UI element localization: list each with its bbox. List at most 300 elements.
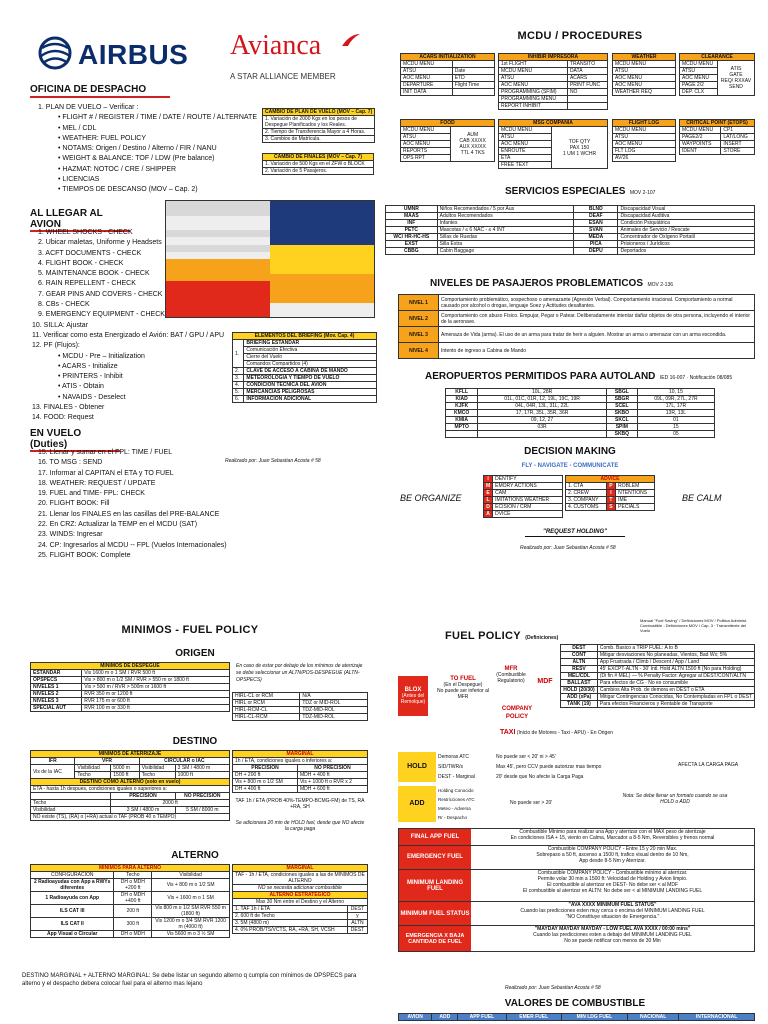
- list-item: 19. FUEL and TIME- FPL: CHECK: [38, 490, 145, 498]
- table-header: MINIMOS PARA ALTERNO: [31, 865, 230, 872]
- table-cell: 2. Variación de 5 Pasajeros.: [263, 168, 374, 175]
- table-cell: Vis de la IAC: [31, 765, 75, 779]
- table-cell: Comunicación Efectiva: [244, 347, 377, 354]
- table-row: [561, 673, 755, 680]
- table-cell: OPS RPT: [401, 155, 451, 162]
- valores-table: [398, 1013, 755, 1021]
- cambio-finales-table: [262, 153, 374, 175]
- autoland-body: [446, 389, 715, 438]
- table-cell: HIRL-CL-RCM: [233, 714, 300, 721]
- table-header: CAMBIO DE PLAN DE VUELO (MOV – Cap. 7): [263, 109, 375, 116]
- table-cell: PRINT FUNC: [567, 82, 607, 89]
- service-desc: Prisioneros / Jurídicos: [618, 241, 755, 248]
- service-desc: Animales de Servicio / Rescate: [618, 227, 755, 234]
- table-cell: HIRL or RCM: [233, 700, 300, 707]
- table-cell: PAGE2/2: [680, 134, 721, 141]
- autoland-table: [445, 388, 715, 438]
- table-cell: MCDU MENU: [401, 61, 453, 68]
- airport-code: [446, 431, 478, 438]
- table-header: EMER FUEL: [506, 1014, 561, 1021]
- emergency-low-fuel: [398, 926, 755, 952]
- level-desc: Intento de ingreso a Cabina de Mando: [439, 343, 755, 359]
- table-cell: BRIEFING ESTANDAR: [244, 340, 377, 347]
- fuel-item: HOLD (20/30): [561, 687, 598, 694]
- table-row: [399, 327, 755, 343]
- autoland-title: AEROPUERTOS PERMITIDOS PARA AUTOLAND: [425, 371, 656, 382]
- table-cell: PROGRAMMING (SFIM): [499, 89, 568, 96]
- table-cell: 1. Variación de 500 Kgs en el ZFW o BLOCK: [263, 161, 374, 168]
- table-cell: y: [347, 913, 367, 920]
- table-cell: MCDU MENU: [499, 68, 568, 75]
- table-row: [561, 701, 755, 708]
- decision-letter: I: [484, 476, 493, 483]
- minstatus-text: [471, 902, 754, 925]
- mcdu-box: [400, 53, 495, 96]
- table-cell: TDZ-MID-ROL: [300, 714, 368, 721]
- table-cell: 6.: [233, 396, 244, 403]
- llegar-title: AL LLEGAR AL AVION: [30, 208, 130, 232]
- table-cell: Techo: [114, 872, 152, 879]
- table-cell: [452, 61, 494, 68]
- minlanding-line: Combustible COMPANY POLICY - Combustible mínimo al aterrizar.: [537, 870, 688, 876]
- decision-word: IMITATIONS WEATHER: [493, 497, 563, 504]
- table-cell: Vis 5600 m o 3 ½ SM: [152, 931, 230, 938]
- table-cell: NO: [567, 89, 607, 96]
- table-row: [561, 645, 755, 652]
- table-cell: Vis + 800 m o 1/2 SM: [233, 779, 298, 786]
- decision-word: ECISION / CRM: [493, 504, 563, 511]
- table-cell: WEATHER REQ: [613, 89, 676, 96]
- fuel-desc: App Frustrada / Climb / Descent / App / Land: [597, 659, 754, 666]
- table-cell: ATSU: [613, 134, 676, 141]
- table-cell: ILS CAT II: [31, 918, 114, 931]
- codes-grid: [165, 200, 375, 318]
- table-cell: WAYPOINTS: [680, 141, 721, 148]
- service-desc: Condición Psiquiátrica: [618, 220, 755, 227]
- list-item: 1. PLAN DE VUELO – Verificar :: [38, 104, 139, 111]
- mcdu-box: [612, 53, 676, 96]
- table-cell: Visibilidad: [75, 765, 111, 772]
- table-row: [561, 694, 755, 701]
- cell-line: PAX 150: [569, 144, 590, 151]
- grid-cell: [270, 266, 374, 273]
- min-fuel-status: [398, 902, 755, 926]
- runways: 09L, 09R, 27L, 27R: [637, 396, 714, 403]
- runways: 09, 12, 27: [478, 417, 607, 424]
- servicios-title: SERVICIOS ESPECIALES: [505, 186, 626, 197]
- list-item: • NOTAMS: Origen / Destino / Alterno / FIR / NANU: [58, 145, 217, 153]
- airbus-wordmark: AIRBUS: [78, 39, 189, 70]
- table-cell: TDZ-MID-ROL: [300, 707, 368, 714]
- taxi-note: (Inicio de Motores - Taxi - APU) - En Origen: [516, 730, 613, 736]
- table-header: FOOD: [401, 120, 495, 127]
- grid-cell: [166, 237, 270, 244]
- grid-cell: [166, 245, 270, 252]
- table-row: [386, 220, 755, 227]
- table-row: [399, 343, 755, 359]
- minstatus-line: "NO Constituye situacion de Emergencia.": [565, 914, 660, 920]
- minlanding-line: El combustible al aterrizar en ALTN: No debe ser < al MINIMUM LANDING FUEL: [522, 888, 703, 894]
- list-item: • FLIGHT # / REGISTER / TIME / DATE / ROUTE / ALTERNATE: [58, 114, 258, 122]
- table-cell: ENROUTE: [499, 148, 552, 155]
- add-label: ADD: [398, 786, 436, 822]
- table-cell: HIRL-RCM-CL: [233, 707, 300, 714]
- table-cell: 3 SM / 4800 m: [111, 807, 175, 814]
- table-cell: 1 Radioayuda con App: [31, 892, 114, 905]
- grid-cell: [166, 259, 270, 266]
- table-cell: HIRL-CL or RCM: [233, 693, 300, 700]
- table-cell: 1st FLIGHT: [499, 61, 568, 68]
- cambio-plan-table: [262, 108, 375, 143]
- table-cell: DH o MDH: [114, 931, 152, 938]
- table-row: [446, 396, 715, 403]
- table-cell: SPECIAL AUT: [31, 705, 82, 712]
- table-cell: Vis + 1600 m o 1 SM: [152, 892, 230, 905]
- niveles-header: [430, 273, 673, 291]
- tofuel-box: [432, 662, 494, 714]
- list-item: • LICENCIAS: [58, 176, 100, 184]
- list-item: 15. Llenar y sumar en el FPL: TIME / FUEL: [38, 449, 173, 456]
- advice-item: 3. COMPANY: [566, 497, 607, 504]
- level-label: NIVEL 1: [399, 295, 439, 311]
- decision-letter: L: [484, 497, 493, 504]
- table-cell: 5000 m: [111, 765, 139, 772]
- table-cell: NIVELES 2: [31, 691, 82, 698]
- fuel-item: ADD (xPa): [561, 694, 598, 701]
- advice-word: ROBLEM: [616, 483, 655, 490]
- minlanding-line: El combustible al aterrizar en DEST- No debe ser < al MDF: [546, 882, 679, 888]
- table-cell: 2000 ft: [111, 800, 230, 807]
- add-row: Restricciones ATC: [438, 797, 475, 802]
- decision-title: DECISION MAKING: [524, 446, 616, 457]
- service-code: DEPU: [574, 248, 618, 255]
- advice-table: [565, 475, 655, 511]
- table-row: [561, 659, 755, 666]
- table-cell: 3. Cambios de Matrícula.: [263, 136, 375, 143]
- table-cell: 1. Variación de 2000 Kgs en los pesos de Despegue Planificados y los Reales.: [263, 116, 375, 129]
- table-cell: 2.: [233, 368, 244, 375]
- table-cell: CIRCULAR o IAC: [139, 758, 229, 765]
- airport-code: KJFK: [446, 403, 478, 410]
- service-desc: Cabin Baggage: [437, 248, 574, 255]
- table-row: [566, 504, 655, 511]
- runways: 01L, 01C, 01R, 12, 19L, 19C, 19R: [478, 396, 607, 403]
- grid-cell: [270, 274, 374, 281]
- table-cell: REPORT INHIBIT: [499, 103, 568, 110]
- table-row: [386, 227, 755, 234]
- service-desc: Infantes: [437, 220, 574, 227]
- table-cell: INIT DATA: [401, 89, 453, 96]
- table-cell: DEPARTURE: [401, 82, 453, 89]
- table-cell: DH + 400 ft: [233, 786, 298, 793]
- airport-code: SPIM: [606, 424, 637, 431]
- level-label: NIVEL 4: [399, 343, 439, 359]
- table-cell: App Visual o Circular: [31, 931, 114, 938]
- level-label: NIVEL 3: [399, 327, 439, 343]
- decision-word: DENTIFY: [493, 476, 563, 483]
- list-item: • NAVAIDS - Deselect: [58, 393, 126, 401]
- list-item: 11. Verificar como esta Energizado el Avión: BAT / GPU / APU: [32, 331, 225, 339]
- table-cell: [567, 96, 607, 103]
- briefing-table: [232, 332, 377, 403]
- table-cell: CONFIGURACION: [31, 872, 114, 879]
- table-row: [561, 652, 755, 659]
- table-cell: ALTN: [347, 920, 367, 927]
- table-cell: DH o MDH +400 ft: [114, 892, 152, 905]
- table-cell: ATSU: [401, 134, 451, 141]
- advice-body: [566, 476, 655, 511]
- service-code: PETC: [386, 227, 438, 234]
- advice-letter: S: [606, 504, 616, 511]
- airport-code: SKCL: [606, 417, 637, 424]
- service-code: ESAN: [574, 220, 618, 227]
- table-cell: 5 SM / 8000 m: [175, 807, 229, 814]
- fuelpolicy-credit: Realizado por: Juan Sebastian Acosta # 58: [505, 985, 601, 991]
- table-cell: TDZ or MID-ROL: [300, 700, 368, 707]
- table-cell: ILS CAT III: [31, 905, 114, 918]
- envuelo-title: EN VUELO (Duties): [30, 428, 120, 452]
- list-item: 6. RAIN REPELLENT - CHECK: [38, 280, 136, 288]
- grid-cell: [166, 266, 270, 273]
- table-cell: 5.: [233, 389, 244, 396]
- table-header: CRITICAL POINT (ETOPS): [680, 120, 755, 127]
- list-item: 1. WHEEL SHOCKS - CHECK: [38, 229, 133, 236]
- fuel-desc: Para efectos Financieros y Rentable de Transporte: [597, 701, 754, 708]
- table-row: [386, 248, 755, 255]
- list-item: 18. WEATHER: REQUEST / UPDATE: [38, 479, 156, 487]
- list-item: 5. MAINTENANCE BOOK - CHECK: [38, 270, 150, 278]
- cell-line: 1 UM 1 WCHR: [563, 150, 597, 157]
- table-row: [484, 511, 563, 518]
- service-code: CBBG: [386, 248, 438, 255]
- airport-code: SCEL: [606, 403, 637, 410]
- fuelpolicy-note: Manual "Fuel Saving" / Definiciones MOV / Politica Administ. Combustible - Definiciones MOV / Cap. 3 · Transmitente del Vuelo: [640, 618, 748, 633]
- table-cell: Vis + 1000 ft o RVR x 2: [297, 779, 367, 786]
- advice-letter: P: [606, 483, 616, 490]
- list-item: • ATIS - Obtain: [58, 383, 104, 391]
- table-cell: MDH + 400 ft: [297, 772, 367, 779]
- valores-head: [399, 1014, 755, 1021]
- fuel-desc: Cambios Alta Prob. de demora en DEST o ETA: [597, 687, 754, 694]
- table-cell: ETD: [452, 75, 494, 82]
- grid-cell: [270, 259, 374, 266]
- list-item: • TIEMPOS DE DESCANSO (MOV – Cap. 2): [58, 186, 198, 194]
- table-cell: 1. TAF 1h / ETA: [233, 906, 348, 913]
- decision-credit: Realizado por: Juan Sebastian Acosta # 58: [520, 545, 616, 551]
- advice-word: NTENTIONS: [616, 490, 655, 497]
- alterno-footer: DESTINO MARGINAL + ALTERNO MARGINAL: Se debe listar un segundo alterno q cumpla con mínimos de OPSPECS para alterno y el despacho debera colocar fuel para el alterno mas lejano: [22, 973, 357, 987]
- table-cell: DEP. CLX: [680, 89, 718, 96]
- emergency-line: Sobrepaso a 50 ft, ascenso a 1500 ft, trafico visual dentro de 10 Nm,: [536, 852, 689, 858]
- grid-cell: [166, 274, 270, 281]
- table-cell: MERCANCIAS PELIGROSAS: [244, 389, 377, 396]
- list-item: • MEL / CDL: [58, 124, 97, 132]
- grid-cell: [270, 245, 374, 252]
- service-desc: Discapacidad Visual: [618, 206, 755, 213]
- mcdu-box: [498, 53, 608, 110]
- table-cell: Vis > 500 m / RVR > 500m or 1600 ft: [82, 684, 230, 691]
- table-cell: Date: [452, 68, 494, 75]
- hold-row: Demoras ATC: [438, 754, 470, 760]
- table-cell: DEST: [347, 927, 367, 934]
- despacho-list: [38, 103, 268, 196]
- hold-row: DEST - Marginal: [438, 774, 475, 780]
- emergency-label: EMERGENCY FUEL: [399, 846, 471, 869]
- level-desc: Comportamiento problemático, sospechoso o amenazante (Agresión Verbal). Comportamiento irracional. Comportamiento a normal causado por alcohol o drogas, lenguaje Soez y Actitudes desafiantes.: [439, 295, 755, 311]
- table-row: [386, 213, 755, 220]
- service-desc: Adultos Recomendados: [437, 213, 574, 220]
- runways: 04L, 04R, 13L, 31L, 22L: [478, 403, 607, 410]
- table-row: [484, 476, 563, 483]
- table-cell: 2. Tiempo de Transferencia Mayor a 4 Horas.: [263, 129, 375, 136]
- list-item: 17. Informar al CAPITAN el ETA y TO FUEL: [38, 469, 174, 477]
- airport-code: KFLL: [446, 389, 478, 396]
- emergcant-label: EMERGENCIA X BAJA CANTIDAD DE FUEL: [399, 926, 471, 951]
- advice-item: 4. CUSTOMS: [566, 504, 607, 511]
- list-item: 16. TO MSG : SEND: [38, 459, 103, 467]
- cell-line: AUM: [467, 132, 479, 138]
- table-header: MIN LDG FUEL: [561, 1014, 627, 1021]
- cell-line: TOF QTY: [568, 138, 591, 145]
- table-cell: NIVELES 1: [31, 684, 82, 691]
- service-code: SVAN: [574, 227, 618, 234]
- table-cell: DATA: [567, 68, 607, 75]
- hold-right: AFECTA LA CARGA PAGA: [678, 762, 739, 768]
- fuel-item: BALLAST: [561, 680, 598, 687]
- list-item: • HAZMAT: NOTOC / CRE / SHIPPER: [58, 165, 177, 173]
- list-item: 13. FINALES - Obtener: [32, 404, 105, 412]
- table-row: [566, 483, 655, 490]
- table-row: [446, 403, 715, 410]
- table-header: MARGINAL: [233, 751, 368, 758]
- niveles-body: [399, 295, 755, 359]
- service-desc: Sillas de Ruedas: [437, 234, 574, 241]
- table-cell: MCDU MENU: [680, 127, 721, 134]
- mcdu-title: MCDU / PROCEDURES: [517, 30, 643, 42]
- add-rows: [438, 786, 493, 822]
- table-header: AVION: [399, 1014, 432, 1021]
- table-cell: AOC MENU: [401, 141, 451, 148]
- table-row: [446, 431, 715, 438]
- niveles-title: NIVELES DE PASAJEROS PROBLEMATICOS: [430, 278, 643, 289]
- table-cell: STORE: [721, 148, 755, 155]
- table-cell: CONDICION TECNICA DEL AVION: [244, 382, 377, 389]
- niveles-sub: MOV 2-136: [647, 282, 674, 288]
- alterno-table: [30, 864, 230, 938]
- add-row: Holding Conocido: [438, 788, 474, 793]
- runways: [478, 431, 607, 438]
- table-cell: 2. 600 ft de Techo: [233, 913, 348, 920]
- table-cell: Cierre del Vuelo: [244, 354, 377, 361]
- table-cell: METEOROLOGIA Y TIEMPO DE VUELO: [244, 375, 377, 382]
- grid-cell: [166, 310, 270, 317]
- table-cell: 3. 5M (4800 m): [233, 920, 348, 927]
- servicios-sub: MOV 2-107: [629, 190, 656, 196]
- decision-word: CAM: [493, 490, 563, 497]
- fuel-desc: (Di fin # MEL) — % Penalty Factor: Agregar al DEST/CONT/ALTN: [597, 673, 754, 680]
- table-cell: RVR 175 m or 600 ft: [82, 698, 230, 705]
- list-item: • WEATHER: FUEL POLICY: [58, 134, 147, 142]
- table-cell: NO existe (TS), (RA) o (+RA) actual o TAF (PROB 40 o TEMPO): [31, 814, 230, 821]
- table-cell: Techo: [139, 772, 175, 779]
- table-cell: Vis > 800 m o 1/2 SM / RVR > 550 m or 1800 ft: [82, 677, 230, 684]
- table-cell: NO PRECISION: [175, 793, 229, 800]
- grid-cell: [166, 223, 270, 230]
- table-row: [446, 410, 715, 417]
- table-cell: Max 30 Nm entre el Destino y el Alterno: [233, 899, 368, 906]
- emergcant-line: Cuando las predicciones esten a debajo del MINIMUM LANDING FUEL: [533, 932, 692, 938]
- runways: 17, 17R, 35L, 35R, 36R: [478, 410, 607, 417]
- avianca-logo: [230, 30, 380, 90]
- fuel-desc: 45' EXCPT-ALTN - 30' Intl. Hold ALTN 1500 ft (No para Holding): [597, 666, 754, 673]
- taxi-label: TAXI: [500, 729, 516, 736]
- airport-code: KMCO: [446, 410, 478, 417]
- avianca-bird-icon: [340, 32, 362, 48]
- hold-row: SID/TWR/s: [438, 764, 463, 770]
- table-cell: MCDU MENU: [499, 127, 552, 134]
- advice-word: PECIALS: [616, 504, 655, 511]
- table-cell: Visibilidad: [139, 765, 175, 772]
- list-item: • ACARS - Initialize: [58, 362, 118, 370]
- mcdu-box: [400, 119, 495, 162]
- mfr-label: MFR: [504, 666, 518, 672]
- destino-marginal-table: [232, 750, 368, 793]
- table-cell: ETA: [499, 155, 552, 162]
- table-cell: Visibilidad: [152, 872, 230, 879]
- service-code: WC/ HR-HC-HS: [386, 234, 438, 241]
- fuel-desc: Para efectos de CG · No es consumible: [597, 680, 754, 687]
- table-header: MARGINAL: [233, 865, 368, 872]
- grid-cell: [166, 201, 270, 208]
- mfr-box: [495, 660, 527, 690]
- table-cell: AOC MENU: [499, 82, 568, 89]
- avianca-wordmark: Avianca: [230, 30, 322, 61]
- table-cell: NO se necesita adicionar combustible: [233, 885, 368, 892]
- grid-cell: [270, 201, 374, 208]
- be-calm: BE CALM: [682, 493, 722, 503]
- emergcant-line: "MAYDAY MAYDAY MAYDAY - LOW FUEL AVA XXXX / 00:00 mins": [534, 926, 691, 932]
- airport-code: SBGR: [606, 396, 637, 403]
- grid-cell: [166, 252, 270, 259]
- table-cell: DEST: [347, 906, 367, 913]
- service-desc: Discapacidad Auditiva: [618, 213, 755, 220]
- emergency-fuel: [398, 846, 755, 870]
- table-cell: ESTANDAR: [31, 670, 82, 677]
- table-cell: AOC MENU: [613, 75, 676, 82]
- min-landing-fuel: [398, 870, 755, 902]
- list-item: 24. CP: Ingresarlos al MCDU -- FPL (Vuelos Internacionales): [38, 541, 227, 549]
- alterno-marginal-table: [232, 864, 368, 934]
- final-line: En condiciones ISA + 15, viento en Calma, Marcador a 8-5 Nm, Reversibles y frenos normal: [510, 835, 715, 841]
- table-cell: MCDU MENU: [401, 127, 451, 134]
- list-item: 12. PF (Flujos):: [32, 342, 80, 350]
- list-item: 8. CBs - CHECK: [38, 301, 90, 309]
- hold-rows: [438, 752, 493, 782]
- list-item: 2. Ubicar maletas, Uniforme y Headsets: [38, 239, 162, 247]
- table-header: MSG COMPAÑIA: [499, 120, 608, 127]
- table-row: [386, 241, 755, 248]
- table-cell: 3 SM / 4800 m: [175, 765, 229, 772]
- decision-letter: M: [484, 483, 493, 490]
- cell-line: CAB XX/XX: [459, 138, 486, 144]
- table-header: CAMBIO DE FINALES (MOV – Cap. 7): [263, 154, 374, 161]
- valores-title: VALORES DE COMBUSTIBLE: [504, 998, 646, 1009]
- hold-desc: [496, 752, 656, 782]
- envuelo-list: [38, 448, 278, 561]
- cell-line: TTL 4 TKS: [460, 150, 485, 156]
- runways: 03R: [478, 424, 607, 431]
- table-row: [386, 234, 755, 241]
